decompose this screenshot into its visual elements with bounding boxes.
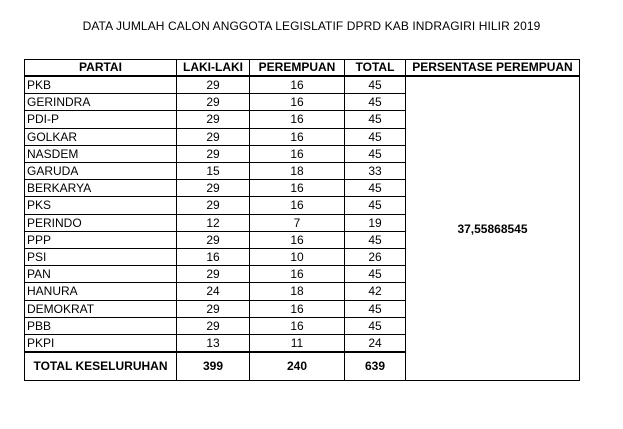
total-count-cell: 45 <box>345 300 406 317</box>
total-female: 240 <box>250 352 345 381</box>
female-count-cell: 16 <box>250 145 345 162</box>
female-count-cell: 11 <box>250 335 345 353</box>
female-count-cell: 18 <box>250 283 345 300</box>
male-count-cell: 29 <box>177 94 250 111</box>
female-count-cell: 16 <box>250 128 345 145</box>
male-count-cell: 15 <box>177 163 250 180</box>
female-count-cell: 16 <box>250 266 345 283</box>
male-count-cell: 29 <box>177 300 250 317</box>
male-count-cell: 29 <box>177 317 250 334</box>
total-count-cell: 24 <box>345 335 406 353</box>
party-cell: DEMOKRAT <box>25 300 177 317</box>
male-count-cell: 16 <box>177 249 250 266</box>
female-count-cell: 16 <box>250 300 345 317</box>
male-count-cell: 29 <box>177 197 250 214</box>
total-male: 399 <box>177 352 250 381</box>
document-title: DATA JUMLAH CALON ANGGOTA LEGISLATIF DPRD KAB INDRAGIRI HILIR 2019 <box>82 19 541 33</box>
party-cell: PPP <box>25 231 177 248</box>
total-count-cell: 26 <box>345 249 406 266</box>
female-count-cell: 16 <box>250 94 345 111</box>
party-cell: GOLKAR <box>25 128 177 145</box>
male-count-cell: 29 <box>177 266 250 283</box>
male-count-cell: 13 <box>177 335 250 353</box>
party-cell: PKPI <box>25 335 177 353</box>
party-cell: PBB <box>25 317 177 334</box>
female-count-cell: 16 <box>250 180 345 197</box>
female-count-cell: 10 <box>250 249 345 266</box>
female-count-cell: 16 <box>250 317 345 334</box>
header-total: TOTAL <box>345 60 406 77</box>
female-count-cell: 16 <box>250 231 345 248</box>
total-count-cell: 45 <box>345 231 406 248</box>
male-count-cell: 29 <box>177 111 250 128</box>
total-count-cell: 45 <box>345 145 406 162</box>
header-male: LAKI-LAKI <box>177 60 250 77</box>
total-count-cell: 19 <box>345 214 406 231</box>
party-cell: GERINDRA <box>25 94 177 111</box>
table-body <box>25 76 580 381</box>
party-cell: GARUDA <box>25 163 177 180</box>
party-cell: NASDEM <box>25 145 177 162</box>
party-cell: PAN <box>25 266 177 283</box>
table-row <box>25 76 580 94</box>
percentage-women-value: 37,55868545 <box>406 76 580 381</box>
male-count-cell: 24 <box>177 283 250 300</box>
male-count-cell: 29 <box>177 76 250 94</box>
female-count-cell: 16 <box>250 76 345 94</box>
party-cell: PSI <box>25 249 177 266</box>
total-all: 639 <box>345 352 406 381</box>
total-count-cell: 45 <box>345 317 406 334</box>
header-percentage: PERSENTASE PEREMPUAN <box>406 60 580 77</box>
female-count-cell: 16 <box>250 111 345 128</box>
male-count-cell: 29 <box>177 128 250 145</box>
total-count-cell: 45 <box>345 266 406 283</box>
total-count-cell: 45 <box>345 94 406 111</box>
candidate-table <box>24 59 580 381</box>
header-party: PARTAI <box>25 60 177 77</box>
male-count-cell: 29 <box>177 180 250 197</box>
male-count-cell: 29 <box>177 231 250 248</box>
total-count-cell: 33 <box>345 163 406 180</box>
party-cell: PKS <box>25 197 177 214</box>
party-cell: PERINDO <box>25 214 177 231</box>
header-female: PEREMPUAN <box>250 60 345 77</box>
male-count-cell: 29 <box>177 145 250 162</box>
total-count-cell: 45 <box>345 197 406 214</box>
female-count-cell: 16 <box>250 197 345 214</box>
party-cell: HANURA <box>25 283 177 300</box>
header-row <box>25 60 580 77</box>
total-count-cell: 45 <box>345 76 406 94</box>
total-count-cell: 42 <box>345 283 406 300</box>
party-cell: BERKARYA <box>25 180 177 197</box>
female-count-cell: 18 <box>250 163 345 180</box>
total-count-cell: 45 <box>345 128 406 145</box>
total-count-cell: 45 <box>345 180 406 197</box>
total-label: TOTAL KESELURUHAN <box>25 352 177 381</box>
male-count-cell: 12 <box>177 214 250 231</box>
total-count-cell: 45 <box>345 111 406 128</box>
party-cell: PDI-P <box>25 111 177 128</box>
party-cell: PKB <box>25 76 177 94</box>
female-count-cell: 7 <box>250 214 345 231</box>
